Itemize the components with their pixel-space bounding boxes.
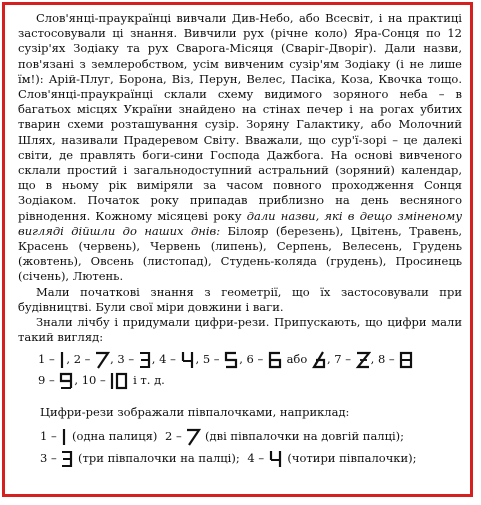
digit-glyph-1 bbox=[58, 350, 66, 370]
stick-glyph-4 bbox=[268, 449, 284, 469]
stick-row-1 bbox=[40, 425, 462, 447]
italic-phrase: дали назви, які в дещо зміненому вигляді дійшли до наших днів: bbox=[18, 208, 463, 238]
or-word: або bbox=[286, 352, 308, 367]
stick-label-2: 2 – bbox=[165, 429, 182, 444]
sticks-caption: Цифри-рези зображали півпалочками, наприклад: bbox=[40, 405, 350, 420]
digit-label-8: 8 – bbox=[377, 352, 395, 367]
stick-label-4: 4 – bbox=[247, 451, 265, 466]
digit-glyph-2 bbox=[94, 350, 110, 370]
digit-label-9: 9 – bbox=[38, 373, 55, 388]
textbook-page bbox=[2, 2, 473, 497]
digit-row-1: 1 – , 2 – , 3 – , 4 – , 5 – , 6 – або , 7 – , 8 – bbox=[38, 349, 462, 370]
digit-label-7: 7 – bbox=[334, 352, 351, 367]
digit-label-5: 5 – bbox=[202, 352, 220, 367]
digit-glyph-6-alt bbox=[311, 350, 327, 370]
digit-glyph-4 bbox=[180, 350, 196, 370]
digit-label-3: 3 – bbox=[117, 352, 135, 367]
digit-label-2: 2 – bbox=[73, 352, 91, 367]
stick-desc-1: (одна палиця) bbox=[72, 429, 158, 444]
paragraph-geometry: Мали початкові знання з геометрії, що їх застосовували при будівництві. Були свої міри довжини і ваги. bbox=[18, 284, 462, 314]
paragraph-astronomy bbox=[18, 11, 462, 285]
stick-desc-4: (чотири півпалочки); bbox=[287, 451, 417, 466]
digit-glyph-6 bbox=[267, 350, 283, 370]
digit-glyph-7 bbox=[355, 350, 371, 370]
digit-examples bbox=[38, 349, 462, 391]
digit-glyph-8 bbox=[398, 350, 414, 370]
etc-text: і т. д. bbox=[133, 373, 165, 388]
stick-desc-3: (три півпалочки на палці); bbox=[78, 451, 240, 466]
stick-label-1: 1 – bbox=[40, 429, 57, 444]
stick-desc-2: (дві півпалочки на довгій палці); bbox=[205, 429, 405, 444]
stick-glyph-2 bbox=[185, 427, 201, 447]
stick-glyph-1 bbox=[60, 427, 68, 447]
stick-examples bbox=[40, 425, 462, 469]
digit-label-1: 1 – bbox=[38, 352, 55, 367]
stick-row-2 bbox=[40, 447, 462, 469]
digit-label-10: 10 – bbox=[81, 373, 106, 388]
stick-label-3: 3 – bbox=[40, 451, 57, 466]
digit-glyph-5 bbox=[223, 350, 239, 370]
digit-row-2: 9 – , 10 – і т. д. bbox=[38, 370, 462, 391]
paragraph-astronomy-text: Слов'янці-праукраїнці вивчали Див-Небо, або Всесвіт, і на практиці застосовували ці знання. Вивчили рух (річне коло) Яра-Сонця по 12 сузір'ях Зодіаку та рух Сварога-Місяця (Сваріг-Дворіг). Дали назви, пов'язані з землеробством, усім вивченим сузір'ям Зодіаку (і не лише їм!): Арій-Плуг, Борона, Віз, Перун, Велес, Пасіка, Коза, Квочка тощо. Слов'янці-праукраїнці склали схему видимого зоряного неба – в багатьох місцях України знайдено на стінах печер і на рогах убитих тварин схеми розташування сузір. Зоряну Галактику, або Молочний Шлях, називали Прадеревом Світу. Вважали, що сур'ї-зорі – це далекі світи, де правлять боги-сини Господа Дажбога. На основі вивченого склали простий і загальнодоступний астральний (зоряний) календар, що в ньому рік виміряли за часом повного проходження Сонця Зодіаком. Початок року припадав приблизно на день весняного рівнодення. Кожному місяцеві року bbox=[18, 11, 462, 223]
digit-glyph-9 bbox=[58, 371, 74, 391]
digit-label-6: 6 – bbox=[246, 352, 264, 367]
paragraph-counting: Знали лічбу і придумали цифри-рези. Припускають, що цифри мали такий вигляд: bbox=[18, 315, 462, 345]
digit-glyph-10 bbox=[109, 371, 129, 391]
month-names: Білояр (березень), Цвітень, Травень, Красень (червень), Червень (липень), Серпень, Велесень, Грудень (жовтень), Овсень (листопад), Студень-коляда (грудень), Просинець (січень), Лютень. bbox=[18, 223, 462, 284]
body-text bbox=[18, 11, 462, 345]
digit-label-4: 4 – bbox=[159, 352, 176, 367]
digit-glyph-3 bbox=[138, 350, 152, 370]
stick-glyph-3 bbox=[60, 449, 74, 469]
